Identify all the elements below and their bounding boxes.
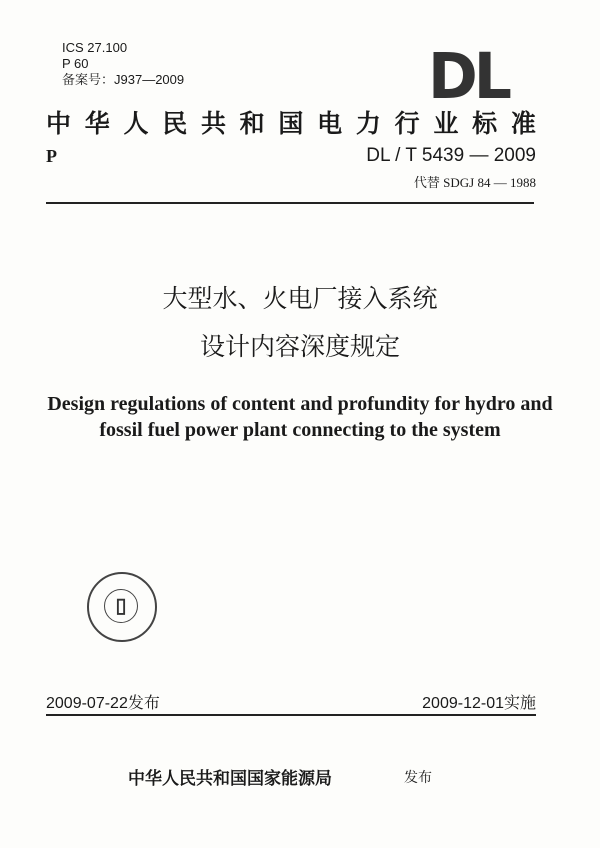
chinese-title-line-1: 大型水、火电厂接入系统 — [162, 284, 438, 313]
heading-char: 中 — [46, 109, 72, 138]
english-title-line-2: fossil fuel power plant connecting to the system — [99, 419, 501, 441]
standard-type-heading — [46, 104, 536, 140]
heading-char: 行 — [394, 109, 420, 138]
english-title-line-1: Design regulations of content and profundity for hydro and — [47, 393, 553, 415]
heading-char: 力 — [355, 109, 381, 138]
footer-divider — [46, 714, 536, 716]
heading-char: 国 — [278, 109, 304, 138]
heading-char: 民 — [162, 109, 188, 138]
heading-char: 标 — [472, 109, 498, 138]
ccs-code: P 60 — [62, 56, 89, 71]
issue-action: 发布 — [404, 769, 432, 785]
implementation-date: 2009-12-01实施 — [422, 695, 536, 712]
replaces-note: 代替 SDGJ 84 — 1988 — [413, 175, 536, 190]
header-divider — [46, 202, 534, 204]
issuing-authority: 中华人民共和国国家能源局 — [128, 769, 332, 789]
chinese-title-line-2: 设计内容深度规定 — [199, 332, 400, 361]
issue-date: 2009-07-22发布 — [46, 695, 160, 712]
heading-char: 准 — [510, 109, 536, 138]
book-icon: ▯ — [104, 589, 138, 623]
heading-char: 人 — [123, 109, 149, 138]
heading-char: 电 — [317, 109, 343, 138]
standard-number: DL / T 5439 — 2009 — [366, 145, 536, 166]
heading-char: 共 — [200, 109, 226, 138]
publisher-seal — [87, 572, 157, 642]
heading-char: 和 — [239, 109, 265, 138]
heading-char: 业 — [433, 109, 459, 138]
dl-logo: DL — [428, 40, 509, 114]
heading-char: 华 — [84, 109, 110, 138]
record-number: 备案号：J937—2009 — [62, 72, 185, 87]
category-code: P — [46, 146, 57, 166]
ics-code: ICS 27.100 — [62, 40, 128, 55]
